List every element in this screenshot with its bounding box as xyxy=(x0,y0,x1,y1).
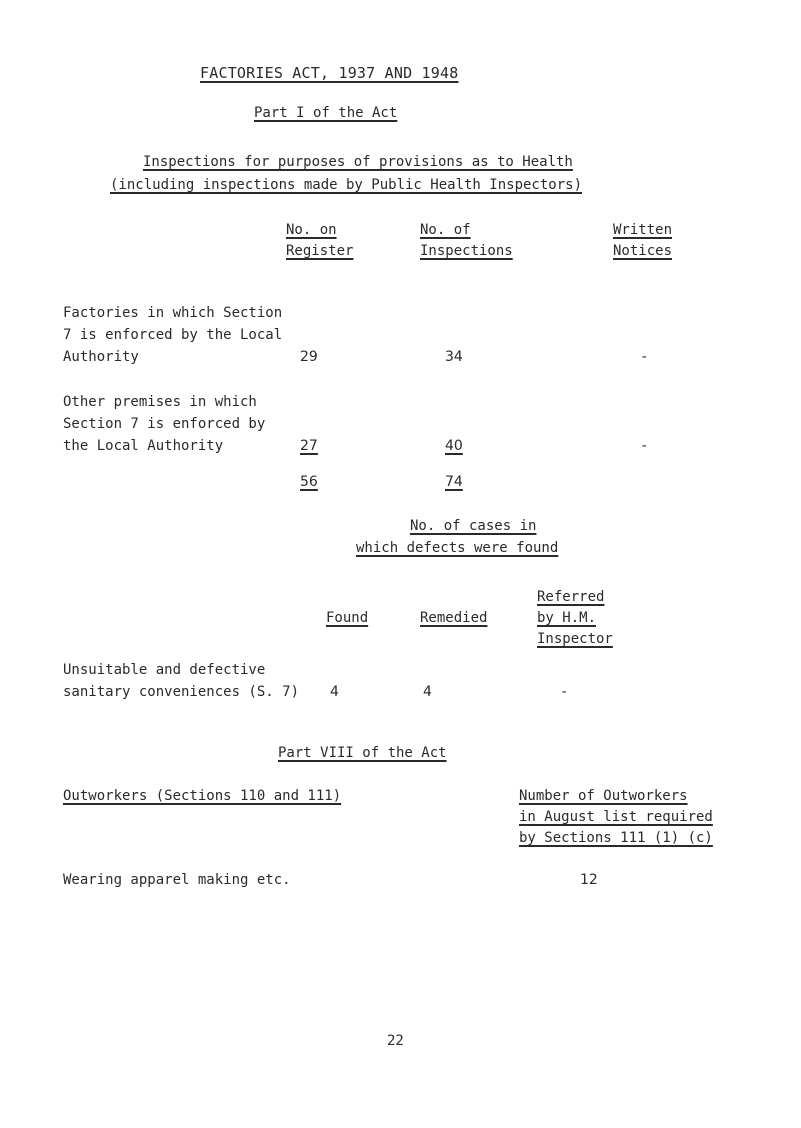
defects-referred: - xyxy=(560,684,569,700)
col-inspections-line2: Inspections xyxy=(420,243,513,259)
defects-row-label-line1: Unsuitable and defective xyxy=(63,662,266,678)
total-inspections: 74 xyxy=(445,474,463,490)
outworkers-label: Outworkers (Sections 110 and 111) xyxy=(63,788,342,804)
page-number: 22 xyxy=(387,1033,404,1049)
row1-label-line2: 7 is enforced by the Local xyxy=(63,327,283,343)
defects-found: 4 xyxy=(330,684,339,700)
row2-notices: - xyxy=(640,438,649,454)
row2-label-line2: Section 7 is enforced by xyxy=(63,416,266,432)
defects-heading-line1: No. of cases in xyxy=(410,518,537,534)
row2-label-line3: the Local Authority xyxy=(63,438,224,454)
row1-label-line1: Factories in which Section xyxy=(63,305,283,321)
part-1-heading: Part I of the Act xyxy=(254,105,398,121)
row2-register: 27 xyxy=(300,438,318,454)
col-inspections-line1: No. of xyxy=(420,222,471,238)
part-8-heading: Part VIII of the Act xyxy=(278,745,447,761)
inspections-heading-line2: (including inspections made by Public Health Inspectors) xyxy=(110,177,583,193)
col-referred-line2: by H.M. xyxy=(537,610,597,626)
col-remedied: Remedied xyxy=(420,610,488,626)
act-title: FACTORIES ACT, 1937 AND 1948 xyxy=(200,64,459,82)
col-notices-line2: Notices xyxy=(613,243,673,259)
outworkers-number-heading-line2: in August list required xyxy=(519,809,713,825)
row1-label-line3: Authority xyxy=(63,349,139,365)
defects-heading-line2: which defects were found xyxy=(356,540,559,556)
inspections-heading-line1: Inspections for purposes of provisions as to Health xyxy=(143,154,573,170)
col-referred-line3: Inspector xyxy=(537,631,613,647)
row1-inspections: 34 xyxy=(445,349,463,365)
outworkers-number-heading-line3: by Sections 111 (1) (c) xyxy=(519,830,713,846)
outworkers-row-label: Wearing apparel making etc. xyxy=(63,872,291,888)
row2-label-line1: Other premises in which xyxy=(63,394,257,410)
total-register: 56 xyxy=(300,474,318,490)
outworkers-number-heading-line1: Number of Outworkers xyxy=(519,788,688,804)
col-notices-line1: Written xyxy=(613,222,673,238)
row2-inspections: 40 xyxy=(445,438,463,454)
row1-notices: - xyxy=(640,349,649,365)
col-found: Found xyxy=(326,610,369,626)
outworkers-row-value: 12 xyxy=(580,872,598,888)
col-register-line2: Register xyxy=(286,243,354,259)
col-register-line1: No. on xyxy=(286,222,337,238)
col-referred-line1: Referred xyxy=(537,589,605,605)
defects-row-label-line2: sanitary conveniences (S. 7) xyxy=(63,684,300,700)
defects-remedied: 4 xyxy=(423,684,432,700)
row1-register: 29 xyxy=(300,349,318,365)
